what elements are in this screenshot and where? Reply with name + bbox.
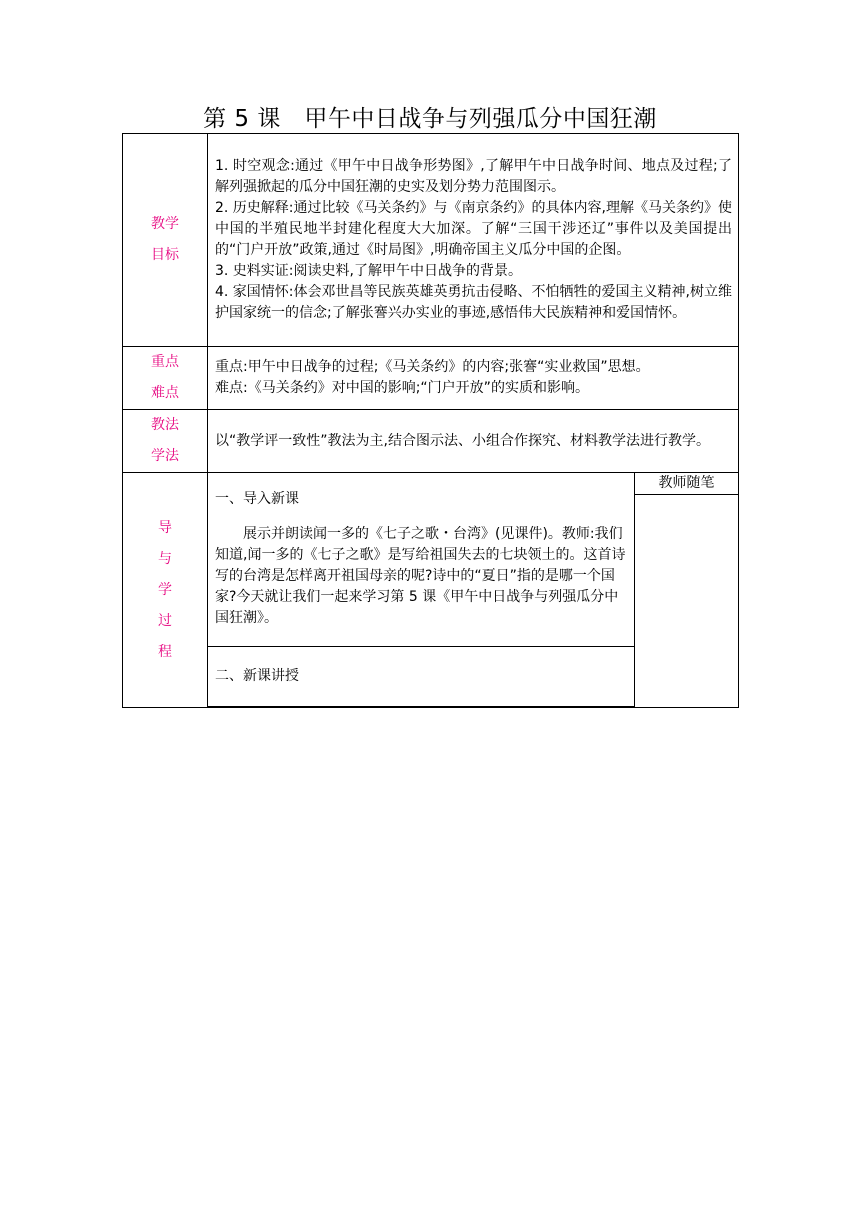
process-label-char-3: 学 (158, 581, 172, 598)
objectives-label-line-1: 教学 (151, 216, 179, 232)
objectives-content (208, 134, 739, 347)
intro-section (208, 473, 634, 647)
key-points-row (123, 347, 739, 410)
methods-row (123, 410, 739, 473)
intro-heading: 一、导入新课 (215, 491, 299, 507)
process-row (123, 473, 739, 708)
objectives-row (123, 134, 739, 347)
key-points-content (208, 347, 739, 410)
methods-label (123, 410, 208, 473)
process-label-char-4: 过 (158, 612, 172, 629)
objective-item-3: 3. 史料实证:阅读史料,了解甲午中日战争的背景。 (215, 263, 522, 279)
lesson-plan-table (122, 133, 739, 708)
objective-item-4: 4. 家国情怀:体会邓世昌等民族英雄英勇抗击侵略、不怕牺牲的爱国主义精神,树立维护国家统一的信念;了解张謇兴办实业的事迹,感悟伟大民族精神和爱国情怀。 (215, 284, 733, 321)
new-lesson-section (208, 647, 634, 707)
intro-body: 展示并朗读闻一多的《七子之歌・台湾》(见课件)。教师:我们知道,闻一多的《七子之歌》是写给祖国失去的七块领土的。这首诗写的台湾是怎样离开祖国母亲的呢?诗中的“夏日”指的是哪一个国家?今天就让我们一起来学习第 5 课《甲午中日战争与列强瓜分中国狂潮》。 (215, 526, 626, 626)
page-title: 第 5 课 甲午中日战争与列强瓜分中国狂潮 (203, 106, 657, 132)
teacher-notes-column (635, 473, 739, 708)
objectives-label-line-2: 目标 (151, 247, 179, 263)
new-lesson-heading: 二、新课讲授 (215, 668, 299, 684)
process-label (123, 473, 208, 708)
key-points-label-line-1: 重点 (151, 354, 179, 370)
process-label-char-1: 导 (158, 519, 172, 536)
difficult-point-text: 难点:《马关条约》对中国的影响;“门户开放”的实质和影响。 (215, 380, 589, 396)
process-content (208, 473, 635, 708)
methods-label-line-2: 学法 (151, 448, 179, 464)
methods-content (208, 410, 739, 473)
key-points-label (123, 347, 208, 410)
objectives-label (123, 134, 208, 347)
methods-text: 以“教学评一致性”教法为主,结合图示法、小组合作探究、材料教学法进行教学。 (215, 432, 710, 449)
objective-item-1: 1. 时空观念:通过《甲午中日战争形势图》,了解甲午中日战争时间、地点及过程;了解列强掀起的瓜分中国狂潮的史实及划分势力范围图示。 (215, 158, 733, 195)
key-point-text: 重点:甲午中日战争的过程;《马关条约》的内容;张謇“实业救国”思想。 (215, 359, 650, 375)
methods-label-line-1: 教法 (151, 417, 179, 433)
objective-item-2: 2. 历史解释:通过比较《马关条约》与《南京条约》的具体内容,理解《马关条约》使中国的半殖民地半封建化程度大大加深。了解“三国干涉还辽”事件以及美国提出的“门户开放”政策,通过《时局图》,明确帝国主义瓜分中国的企图。 (215, 200, 733, 258)
key-points-label-line-2: 难点 (151, 385, 179, 401)
teacher-notes-header: 教师随笔 (635, 473, 738, 495)
process-label-char-5: 程 (158, 643, 172, 660)
process-label-char-2: 与 (158, 550, 172, 567)
